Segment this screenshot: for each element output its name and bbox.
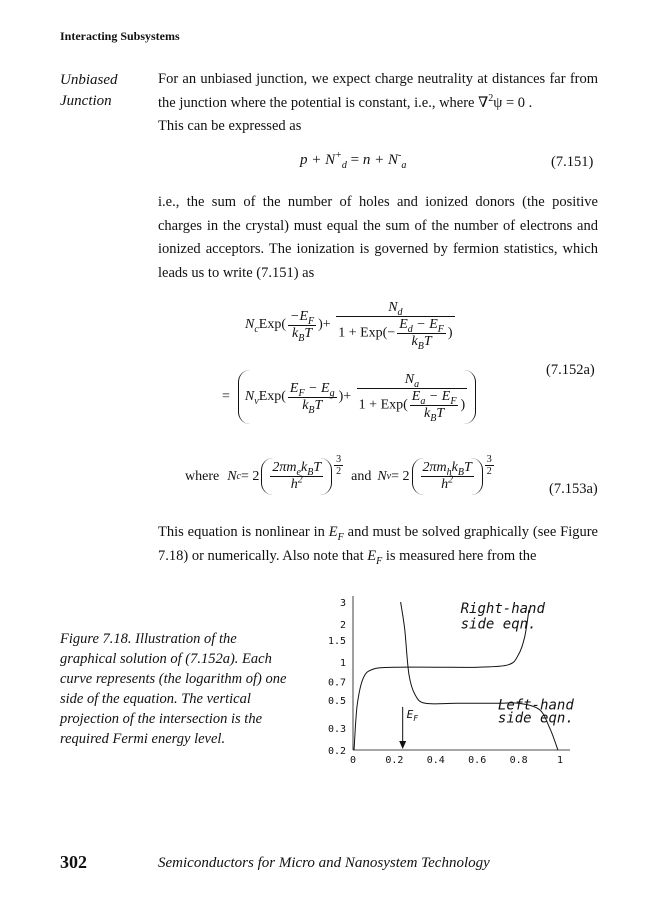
equation-number-7-151: (7.151): [551, 154, 594, 170]
book-title: Semiconductors for Micro and Nanosystem Technology: [158, 855, 490, 871]
margin-note-line2: Junction: [60, 93, 112, 109]
y-tick-label: 0.7: [327, 677, 346, 689]
fraction-ef-over-kbt: $\frac{-E_F}{k_BT}$: [290, 308, 315, 344]
left-hand-label-line1: Left-hand: [497, 697, 574, 714]
y-tick-label: 2: [339, 620, 346, 632]
big-parentheses: $N_vExp$( $\frac{E_F - E_g}{k_BT}$ )+ $N_a$ 1 + Exp( $\frac{E_a - E_F}{k_BT}$ ): [238, 370, 476, 424]
equation-7-152a-line1: $N_cExp$( $\frac{-E_F}{k_BT}$ )+ $N_d$ 1 + Exp(− $\frac{E_d - E_F}{k_BT}$ ): [245, 300, 453, 352]
paragraph-1-text-b: ψ = 0 .: [493, 94, 533, 111]
y-axis-labels: [328, 598, 346, 757]
y-tick-label: 0.2: [327, 746, 346, 757]
x-tick-label: 0.2: [385, 755, 404, 766]
page-number: 302: [60, 852, 87, 872]
fermi-level-label: $E_F$: [406, 707, 419, 723]
exponent-three-halves: $\frac{3}{2}$: [336, 454, 342, 477]
paragraph-1-text-c: This can be expressed as: [158, 118, 302, 134]
equation-7-153a: where N c = 2 $\frac{2\pi m_ek_BT}{h^2}$ $\frac{3}{2}$ and N v = 2 $\frac{2\pi m_hk_BT}{h^2}$ $\frac{3}{2}$: [185, 458, 496, 495]
x-tick-label: 0.8: [509, 755, 528, 766]
equation-7-151: $p + N^+_d = n + N^-_a$: [300, 150, 407, 171]
x-tick-label: 0.6: [468, 755, 487, 766]
nabla-squared: 2: [488, 92, 494, 104]
fraction-nd-term: $N_d$ 1 + Exp(− $\frac{E_d - E_F}{k_BT}$ ): [338, 300, 453, 352]
running-head: Interacting Subsystems: [60, 29, 180, 43]
figure-caption: Figure 7.18. Illustration of the graphical solution of (7.152a). Each curve represents (the logarithm of) one side of the equation. The vertical projection of the intersection is the required Fermi energy level.: [60, 631, 287, 747]
equation-7-152a-line2: = $N_vExp$( $\frac{E_F - E_g}{k_BT}$ )+ $N_a$ 1 + Exp( $\frac{E_a - E_F}{k_BT}$ ): [222, 370, 476, 424]
paragraph-1: [158, 68, 598, 139]
y-tick-label: 1: [339, 658, 346, 670]
equation-number-7-153a: (7.153a): [549, 481, 598, 497]
y-tick-label: 3: [339, 598, 346, 609]
y-tick-label: 0.3: [327, 723, 346, 735]
y-tick-label: 1.5: [327, 635, 346, 647]
fermi-level-arrow-head: [399, 741, 406, 749]
left-hand-label-line2: side eqn.: [497, 710, 574, 727]
right-hand-label-line1: Right-hand: [460, 601, 545, 618]
right-hand-label-line2: side eqn.: [460, 616, 537, 633]
equation-number-7-152a: (7.152a): [546, 362, 595, 378]
paragraph-3: This equation is nonlinear in $E_F$ and must be solved graphically (see Figure 7.18) or numerically. Also note that $E_F$ is measured here from the: [158, 524, 598, 567]
x-tick-label: 0.4: [426, 755, 445, 766]
x-axis-labels: [350, 755, 563, 766]
x-tick-label: 1: [556, 755, 564, 766]
x-tick-label: 0: [349, 755, 357, 766]
y-tick-label: 0.5: [327, 695, 346, 707]
margin-note: [60, 70, 155, 112]
paragraph-2: i.e., the sum of the number of holes and ionized donors (the positive charges in the crystal) must equal the sum of the number of electrons and ionized acceptors. The ionization is governed by fermion statistics, which leads us to write (7.151) as: [158, 194, 598, 281]
figure-7-18-chart: [300, 590, 600, 775]
paragraph-1-text-a: For an unbiased junction, we expect charge neutrality at distances far from the junction where the potential is constant, i.e., where ∇: [158, 71, 598, 111]
margin-note-line1: Unbiased: [60, 72, 118, 88]
